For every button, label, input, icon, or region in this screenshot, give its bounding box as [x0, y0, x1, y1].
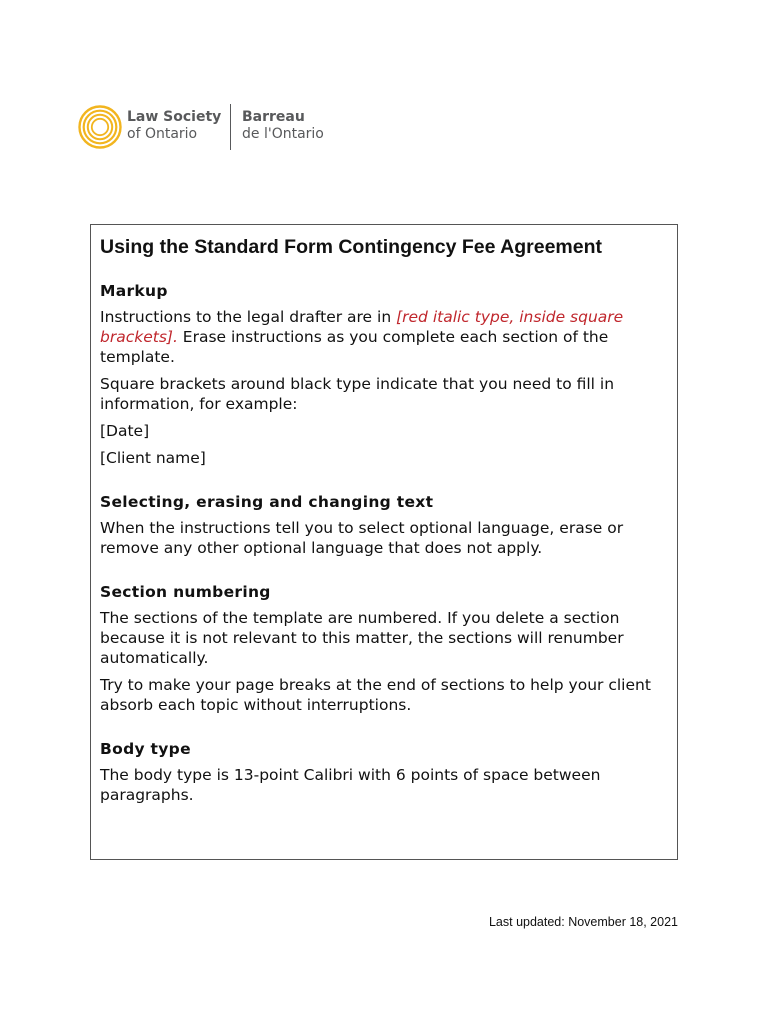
selecting-paragraph: When the instructions tell you to select optional language, erase or remove any other optional language that does not apply.	[100, 519, 624, 557]
logo-fr-line1: Barreau	[242, 109, 305, 125]
body-type-paragraph: The body type is 13-point Calibri with 6 points of space between paragraphs.	[100, 766, 601, 804]
law-society-ring-icon	[78, 105, 122, 149]
box-title: Using the Standard Form Contingency Fee Agreement	[100, 236, 603, 258]
law-society-logo	[78, 104, 338, 152]
logo-en-line2: of Ontario	[127, 126, 198, 142]
logo-english-name	[127, 109, 221, 143]
numbering-heading: Section numbering	[100, 583, 271, 601]
numbering-paragraph-2: Try to make your page breaks at the end of sections to help your client absorb each topic without interruptions.	[100, 676, 651, 714]
markup-heading: Markup	[100, 282, 168, 300]
markup-p1-after: Erase instructions as you complete each section of the template.	[100, 328, 609, 366]
logo-fr-line2: de l'Ontario	[242, 126, 324, 142]
instructions-box	[90, 224, 678, 860]
numbering-paragraph-1: The sections of the template are numbered. If you delete a section because it is not relevant to this matter, the sections will renumber automatically.	[100, 609, 624, 667]
markup-paragraph-2: Square brackets around black type indicate that you need to fill in information, for example:	[100, 375, 615, 413]
markup-p1-red-instruction: [red italic type, inside square brackets].	[100, 308, 624, 346]
body-type-heading: Body type	[100, 740, 191, 758]
markup-p1-before: Instructions to the legal drafter are in	[100, 308, 397, 326]
logo-divider	[230, 104, 231, 150]
markup-example-date: [Date]	[100, 422, 150, 440]
last-updated: Last updated: November 18, 2021	[488, 915, 678, 929]
logo-french-name	[242, 109, 324, 143]
logo-en-line1: Law Society	[127, 109, 222, 125]
markup-example-client: [Client name]	[100, 449, 206, 467]
markup-paragraph-1	[100, 307, 668, 367]
selecting-heading: Selecting, erasing and changing text	[100, 493, 434, 511]
